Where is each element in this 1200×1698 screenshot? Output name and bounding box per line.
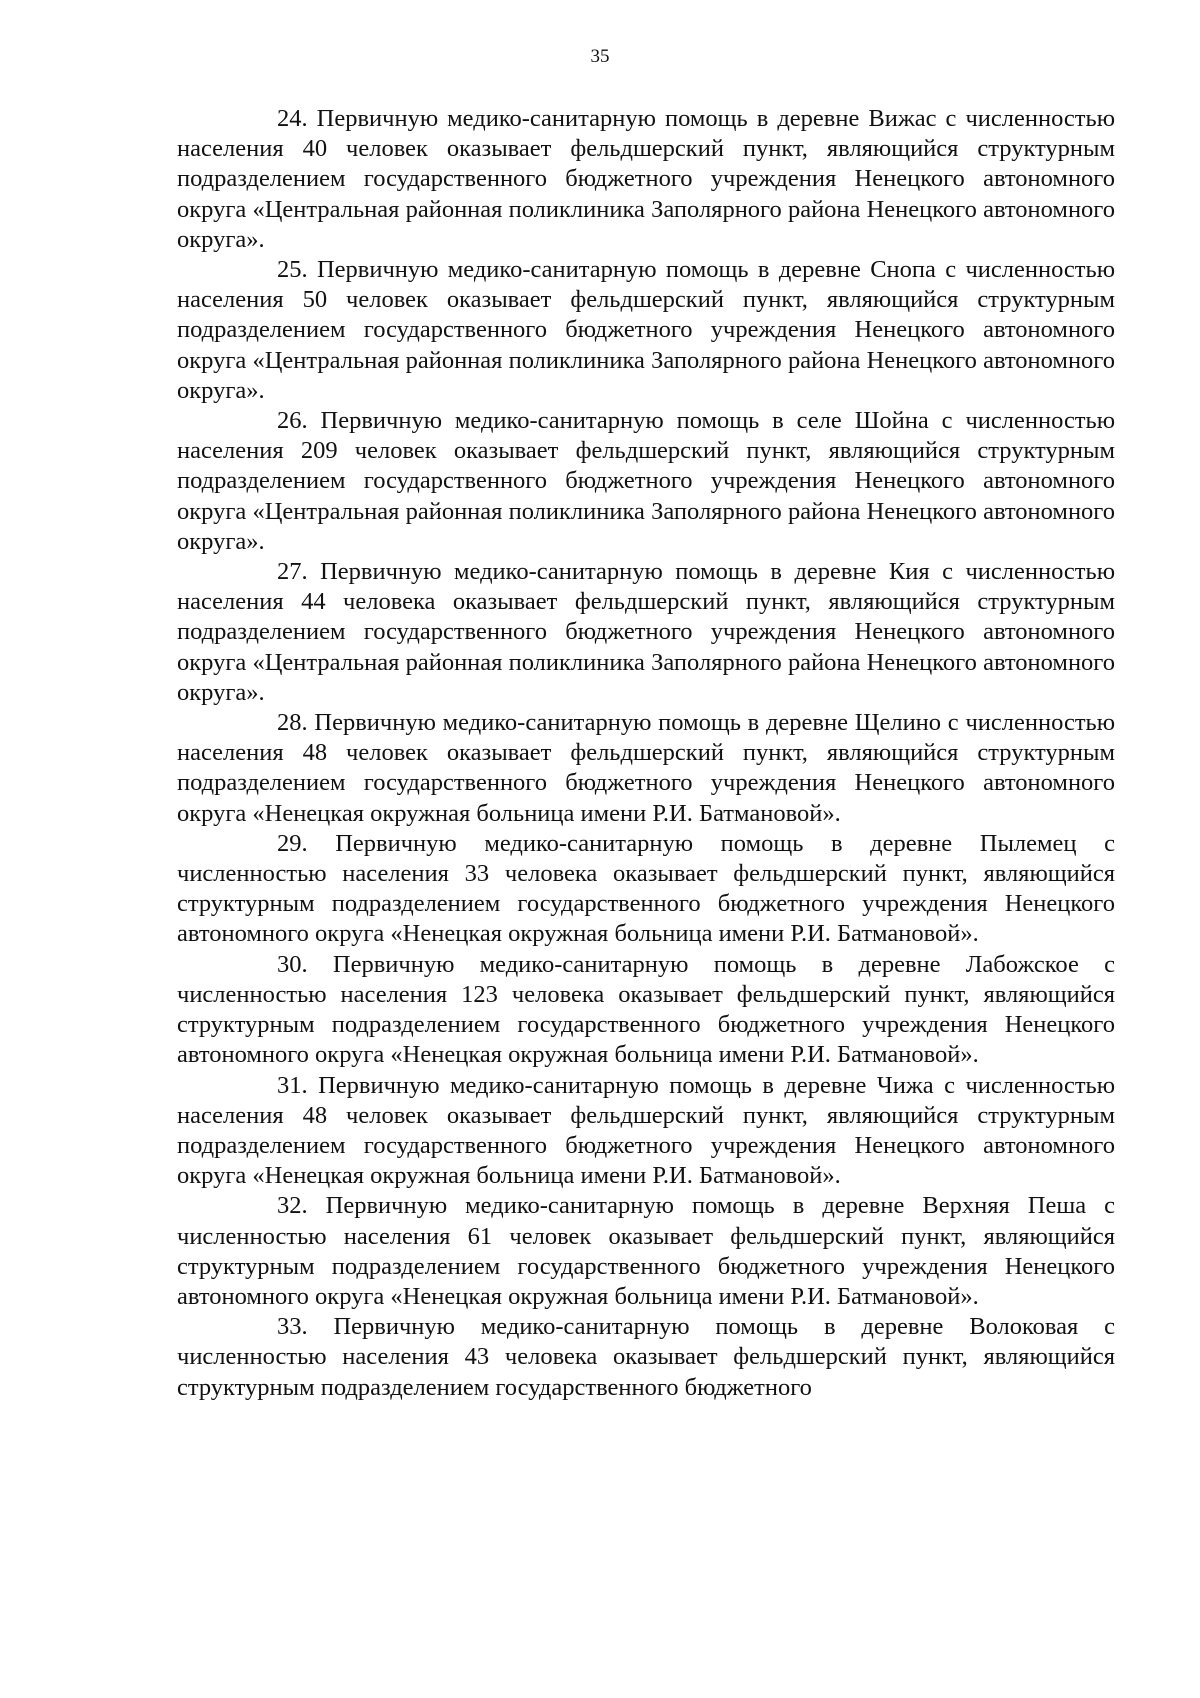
paragraph-26: 26. Первичную медико-санитарную помощь в селе Шойна с численностью населения 209 человек оказывает фельдшерский пункт, являющийся структурным подразделением государственного бюджетного учреждения Ненецкого автономного округа «Центральная районная поликлиника Заполярного района Ненецкого автономного округа». <box>177 407 1115 555</box>
paragraph-27: 27. Первичную медико-санитарную помощь в деревне Кия с численностью населения 44 человека оказывает фельдшерский пункт, являющийся структурным подразделением государственного бюджетного учреждения Ненецкого автономного округа «Центральная районная поликлиника Заполярного района Ненецкого автономного округа». <box>177 558 1115 706</box>
paragraph-31: 31. Первичную медико-санитарную помощь в деревне Чижа с численностью населения 48 человек оказывает фельдшерский пункт, являющийся структурным подразделением государственного бюджетного учреждения Ненецкого автономного округа «Ненецкая окружная больница имени Р.И. Батмановой». <box>177 1071 1115 1190</box>
paragraph-33: 33. Первичную медико-санитарную помощь в деревне Волоковая с численностью населения 43 человека оказывает фельдшерский пункт, являющийся структурным подразделением государственного бюджетного <box>177 1313 1115 1401</box>
page-number: 35 <box>590 46 610 67</box>
paragraph-25: 25. Первичную медико-санитарную помощь в деревне Снопа с численностью населения 50 человек оказывает фельдшерский пункт, являющийся структурным подразделением государственного бюджетного учреждения Ненецкого автономного округа «Центральная районная поликлиника Заполярного района Ненецкого автономного округа». <box>177 256 1115 404</box>
paragraph-28: 28. Первичную медико-санитарную помощь в деревне Щелино с численностью населения 48 человек оказывает фельдшерский пункт, являющийся структурным подразделением государственного бюджетного учреждения Ненецкого автономного округа «Ненецкая окружная больница имени Р.И. Батмановой». <box>177 709 1115 827</box>
paragraph-32: 32. Первичную медико-санитарную помощь в деревне Верхняя Пеша с численностью населения 61 человек оказывает фельдшерский пункт, являющийся структурным подразделением государственного бюджетного учреждения Ненецкого автономного округа «Ненецкая окружная больница имени Р.И. Батмановой». <box>177 1192 1115 1310</box>
paragraph-24: 24. Первичную медико-санитарную помощь в деревне Вижас с численностью населения 40 человек оказывает фельдшерский пункт, являющийся структурным подразделением государственного бюджетного учреждения Ненецкого автономного округа «Центральная районная поликлиника Заполярного района Ненецкого автономного округа». <box>177 105 1115 253</box>
document-body <box>177 104 1115 1403</box>
paragraph-29: 29. Первичную медико-санитарную помощь в деревне Пылемец с численностью населения 33 человека оказывает фельдшерский пункт, являющийся структурным подразделением государственного бюджетного учреждения Ненецкого автономного округа «Ненецкая окружная больница имени Р.И. Батмановой». <box>177 829 1115 948</box>
paragraph-30: 30. Первичную медико-санитарную помощь в деревне Лабожское с численностью населения 123 человека оказывает фельдшерский пункт, являющийся структурным подразделением государственного бюджетного учреждения Ненецкого автономного округа «Ненецкая окружная больница имени Р.И. Батмановой». <box>177 950 1115 1069</box>
